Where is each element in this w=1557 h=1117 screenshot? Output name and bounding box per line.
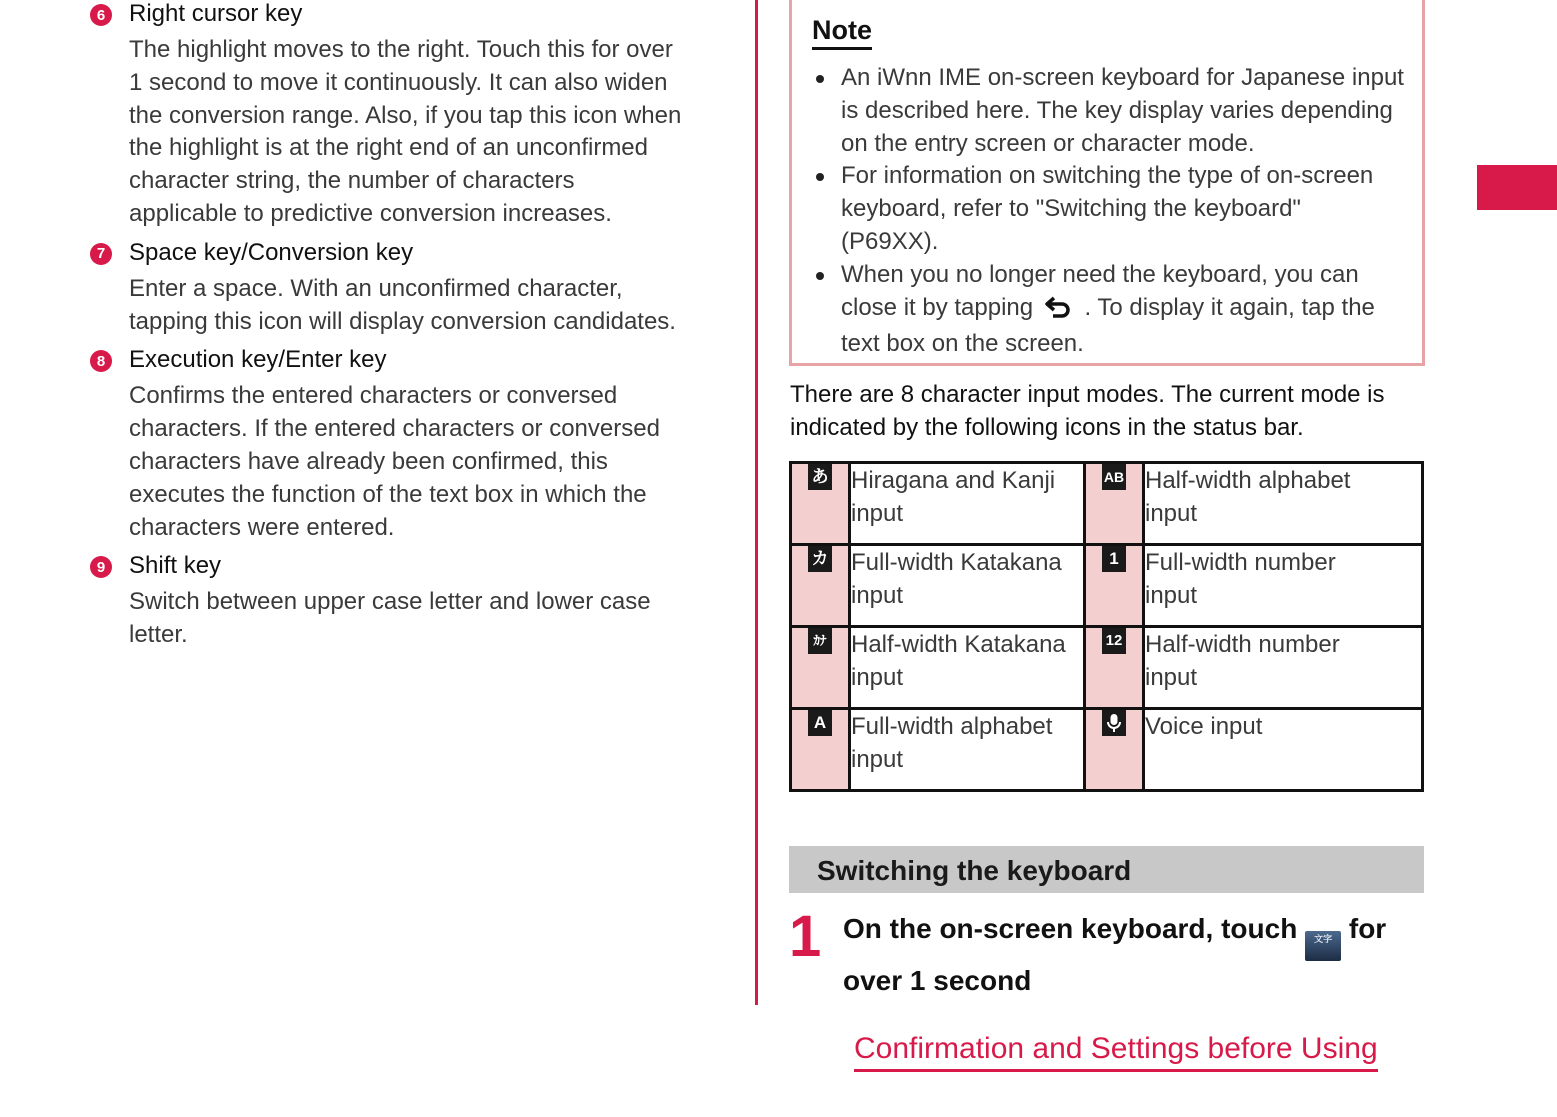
item-description xyxy=(129,273,738,339)
line: input xyxy=(851,746,904,773)
line: 1 second to move it continuously. It can also widen xyxy=(129,68,668,96)
line: letter. xyxy=(129,621,188,649)
icon-cell xyxy=(1085,627,1144,709)
icon-cell xyxy=(1085,545,1144,627)
mode-label xyxy=(1144,545,1423,627)
half-number-mode-icon: 12 xyxy=(1102,628,1126,654)
half-alphabet-mode-icon: AB xyxy=(1102,464,1126,490)
note-item xyxy=(814,259,1414,361)
chapter-tab xyxy=(1477,165,1557,210)
line: input xyxy=(851,582,904,609)
item-title: Execution key/Enter key xyxy=(129,346,387,374)
line: Half-width Katakana xyxy=(851,631,1066,658)
text: close it by tapping xyxy=(841,293,1034,321)
full-alphabet-mode-icon: A xyxy=(808,710,832,736)
line: input xyxy=(1145,664,1198,691)
column-divider xyxy=(755,0,758,1005)
line: characters. If the entered characters or conversed xyxy=(129,415,660,443)
full-katakana-mode-icon: カ xyxy=(808,546,832,572)
character-mode-key-icon xyxy=(1305,931,1341,961)
text: On the on-screen keyboard, touch xyxy=(843,913,1298,944)
table-row xyxy=(791,545,1423,627)
note-item xyxy=(814,62,1414,160)
item-description xyxy=(129,34,738,231)
icon-cell xyxy=(791,709,850,791)
item-shift-key xyxy=(88,552,738,652)
line: tapping this icon will display conversion candidates. xyxy=(129,307,676,335)
text: for xyxy=(1348,913,1387,944)
line: indicated by the following icons in the status bar. xyxy=(790,414,1304,441)
text: . To display it again, tap the xyxy=(1084,293,1375,321)
mode-label xyxy=(850,463,1085,545)
item-right-cursor-key xyxy=(88,0,738,231)
back-arrow-icon xyxy=(1044,295,1074,329)
line: executes the function of the text box in which the xyxy=(129,480,647,508)
line: over 1 second xyxy=(843,965,1032,996)
note-title: Note xyxy=(812,14,872,50)
line: text box on the screen. xyxy=(841,330,1084,358)
item-title: Shift key xyxy=(129,552,222,580)
intro-text xyxy=(790,378,1430,444)
full-number-mode-icon: 1 xyxy=(1102,546,1126,572)
table-row xyxy=(791,463,1423,545)
mode-label xyxy=(850,627,1085,709)
item-space-key xyxy=(88,239,738,339)
number-badge-9: 9 xyxy=(90,556,112,578)
line: character string, the number of characters xyxy=(129,167,575,195)
line: Half-width alphabet xyxy=(1145,467,1351,494)
line: Full-width number xyxy=(1145,549,1336,576)
chapter-link[interactable]: Confirmation and Settings before Using xyxy=(854,1030,1378,1072)
item-description xyxy=(129,586,738,652)
mode-label xyxy=(1144,463,1423,545)
line: input xyxy=(1145,582,1198,609)
mode-label xyxy=(1144,709,1423,791)
item-enter-key xyxy=(88,346,738,544)
section-header xyxy=(789,846,1424,893)
line: is described here. The key display varies depending xyxy=(841,96,1393,124)
line: Hiragana and Kanji xyxy=(851,467,1056,494)
line: input xyxy=(1145,500,1198,527)
line: input xyxy=(851,500,904,527)
item-description xyxy=(129,380,738,544)
mode-label xyxy=(1144,627,1423,709)
line: An iWnn IME on-screen keyboard for Japanese input xyxy=(841,64,1404,91)
icon-label: 文字 xyxy=(1314,934,1333,944)
line: (P69XX). xyxy=(841,227,939,255)
item-title: Right cursor key xyxy=(129,0,303,27)
step-number: 1 xyxy=(789,904,822,969)
line: Enter a space. With an unconfirmed character, xyxy=(129,274,623,302)
mode-label xyxy=(850,545,1085,627)
line: Half-width number xyxy=(1145,631,1340,658)
icon-cell xyxy=(1085,709,1144,791)
line: Switch between upper case letter and lower case xyxy=(129,588,651,616)
table-row xyxy=(791,627,1423,709)
line: on the entry screen or character mode. xyxy=(841,129,1255,157)
line: Confirms the entered characters or conversed xyxy=(129,382,618,410)
line: input xyxy=(851,664,904,691)
note-list xyxy=(814,62,1414,361)
hiragana-mode-icon: あ xyxy=(808,464,832,490)
step-instruction xyxy=(843,909,1428,1000)
note-item xyxy=(814,160,1414,258)
microphone-icon xyxy=(1102,710,1126,736)
line: characters have already been confirmed, this xyxy=(129,447,608,475)
line: the highlight is at the right end of an unconfirmed xyxy=(129,134,648,162)
line xyxy=(841,292,1414,329)
line: When you no longer need the keyboard, you can xyxy=(841,260,1359,288)
icon-cell xyxy=(791,627,850,709)
line: the conversion range. Also, if you tap this icon when xyxy=(129,101,682,129)
icon-cell xyxy=(1085,463,1144,545)
note-box xyxy=(789,0,1425,366)
line: For information on switching the type of on-screen xyxy=(841,162,1374,190)
item-title: Space key/Conversion key xyxy=(129,238,414,266)
input-mode-table xyxy=(789,461,1424,792)
line: The highlight moves to the right. Touch this for over xyxy=(129,36,673,63)
key-descriptions xyxy=(88,0,738,660)
icon-cell xyxy=(791,545,850,627)
line: Full-width alphabet xyxy=(851,713,1053,740)
icon-cell xyxy=(791,463,850,545)
table-row xyxy=(791,709,1423,791)
line: keyboard, refer to "Switching the keyboard" xyxy=(841,195,1301,223)
mode-label xyxy=(850,709,1085,791)
number-badge-6: 6 xyxy=(90,4,112,26)
number-badge-7: 7 xyxy=(90,243,112,265)
line: characters were entered. xyxy=(129,513,395,541)
number-badge-8: 8 xyxy=(90,350,112,372)
line: Voice input xyxy=(1145,713,1263,740)
line: There are 8 character input modes. The current mode is xyxy=(790,381,1385,408)
section-title: Switching the keyboard xyxy=(817,855,1132,886)
line: Full-width Katakana xyxy=(851,549,1062,576)
half-katakana-mode-icon: ｶﾅ xyxy=(808,628,832,654)
line: applicable to predictive conversion increases. xyxy=(129,199,612,227)
